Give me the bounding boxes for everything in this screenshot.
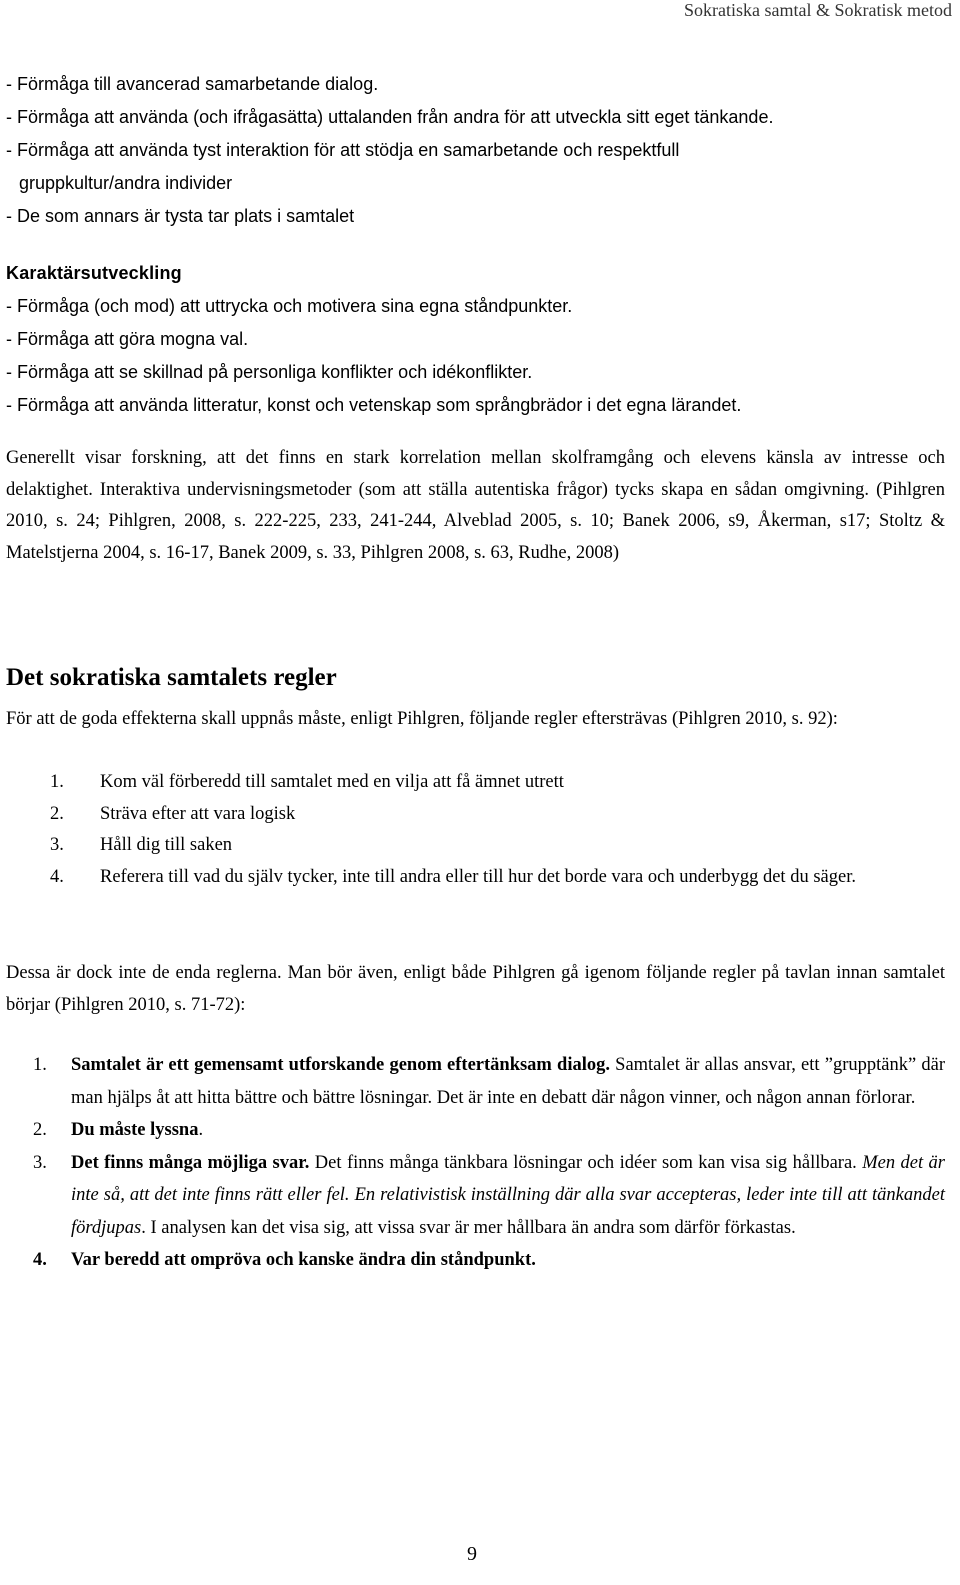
- list-item: [33, 1114, 945, 1147]
- list-item: [50, 862, 946, 894]
- list-item: [50, 767, 946, 799]
- bullet-line: - Förmåga att se skillnad på personliga konflikter och idékonflikter.: [6, 362, 533, 382]
- list-item: [33, 1049, 945, 1114]
- running-header: Sokratiska samtal & Sokratisk metod: [684, 0, 952, 20]
- list-item: [33, 1147, 945, 1245]
- list-text: [71, 1147, 945, 1245]
- list-text: Sträva efter att vara logisk: [100, 803, 296, 824]
- list-number: 2.: [33, 1120, 47, 1140]
- bullet-line: - Förmåga att använda tyst interaktion för att stödja en samarbetande och respektfull: [6, 140, 680, 160]
- rule-bold-text: Du måste lyssna: [71, 1120, 199, 1140]
- list-text: [71, 1049, 945, 1114]
- rule-italic-text: Men det är inte så, att det inte finns rätt eller fel. En relativistisk inställning där alla svar accepteras, leder inte till att tänkandet fördjupas: [71, 1152, 945, 1238]
- bullet-line: - Förmåga till avancerad samarbetande dialog.: [6, 74, 379, 94]
- research-paragraph: Generellt visar forskning, att det finns en stark korrelation mellan skolframgång och elevens känsla av intresse och delaktighet. Interaktiva undervisningsmetoder (som att ställa autentiska frågor) tycks skapa en sådan omgivning. (Pihlgren 2010, s. 24; Pihlgren, 2008, s. 222-225, 233, 241-244, Alveblad 2005, s. 10; Banek 2006, s9, Åkerman, s17; Stoltz & Matelstjerna 2004, s. 16-17, Banek 2009, s. 33, Pihlgren 2008, s. 63, Rudhe, 2008): [6, 448, 945, 563]
- list-text: Referera till vad du själv tycker, inte till andra eller till hur det borde vara och underbygg det du säger.: [100, 866, 856, 887]
- section-heading-character: Karaktärsutveckling: [6, 263, 182, 283]
- list-number: 4.: [50, 866, 64, 887]
- bullet-line: - De som annars är tysta tar plats i samtalet: [6, 206, 355, 226]
- list-number: 1.: [33, 1055, 47, 1075]
- more-rules-paragraph: Dessa är dock inte de enda reglerna. Man bör även, enligt både Pihlgren gå igenom följande regler på tavlan innan samtalet börjar (Pihlgren 2010, s. 71-72):: [6, 963, 945, 1015]
- rule-text: .: [198, 1120, 204, 1140]
- rules-intro-paragraph: För att de goda effekterna skall uppnås måste, enligt Pihlgren, följande regler eftersträvas (Pihlgren 2010, s. 92):: [6, 709, 838, 729]
- page-number: 9: [467, 1543, 477, 1565]
- rules-list: [50, 767, 946, 893]
- rule-text: Samtalet är allas ansvar, ett ”grupptänk” där man hjälps åt att hitta bättre och bättre lösningar. Det är inte en debatt där någon vinner, och någon annan förlorar.: [71, 1055, 945, 1108]
- bullet-line: - Förmåga att använda litteratur, konst och vetenskap som språngbrädor i det egna lärandet.: [6, 395, 742, 415]
- list-number: 3.: [33, 1152, 47, 1173]
- bullet-line: - Förmåga att göra mogna val.: [6, 329, 249, 349]
- list-number: 3.: [50, 835, 64, 855]
- list-text: [71, 1114, 945, 1147]
- list-number: 4.: [33, 1250, 47, 1270]
- list-number: 2.: [50, 803, 64, 824]
- list-number: 1.: [50, 772, 64, 792]
- board-rules-list: [33, 1049, 945, 1277]
- list-text: Kom väl förberedd till samtalet med en vilja att få ämnet utrett: [100, 772, 564, 792]
- rule-tail-text: . I analysen kan det visa sig, att vissa svar är mer hållbara än andra som därför förkastas.: [141, 1217, 796, 1238]
- rule-bold-text: Samtalet är ett gemensamt utforskande genom eftertänksam dialog.: [71, 1055, 610, 1075]
- list-text: [71, 1244, 945, 1277]
- rule-text: Det finns många tänkbara lösningar och idéer som kan visa sig hållbara.: [309, 1152, 863, 1173]
- list-item: [33, 1244, 945, 1277]
- rules-heading: Det sokratiska samtalets regler: [6, 664, 337, 691]
- list-item: [50, 799, 946, 831]
- bullet-line: - Förmåga (och mod) att uttrycka och motivera sina egna ståndpunkter.: [6, 296, 573, 316]
- bullet-line-continuation: gruppkultur/andra individer: [19, 173, 233, 193]
- list-item: [50, 830, 946, 862]
- bullet-block: [6, 68, 946, 422]
- rule-bold-text: Det finns många möjliga svar.: [71, 1152, 310, 1173]
- list-text: Håll dig till saken: [100, 835, 233, 855]
- bullet-line: - Förmåga att använda (och ifrågasätta) uttalanden från andra för att utveckla sitt eget tänkande.: [6, 107, 774, 127]
- rule-bold-text: Var beredd att ompröva och kanske ändra din ståndpunkt.: [71, 1250, 536, 1270]
